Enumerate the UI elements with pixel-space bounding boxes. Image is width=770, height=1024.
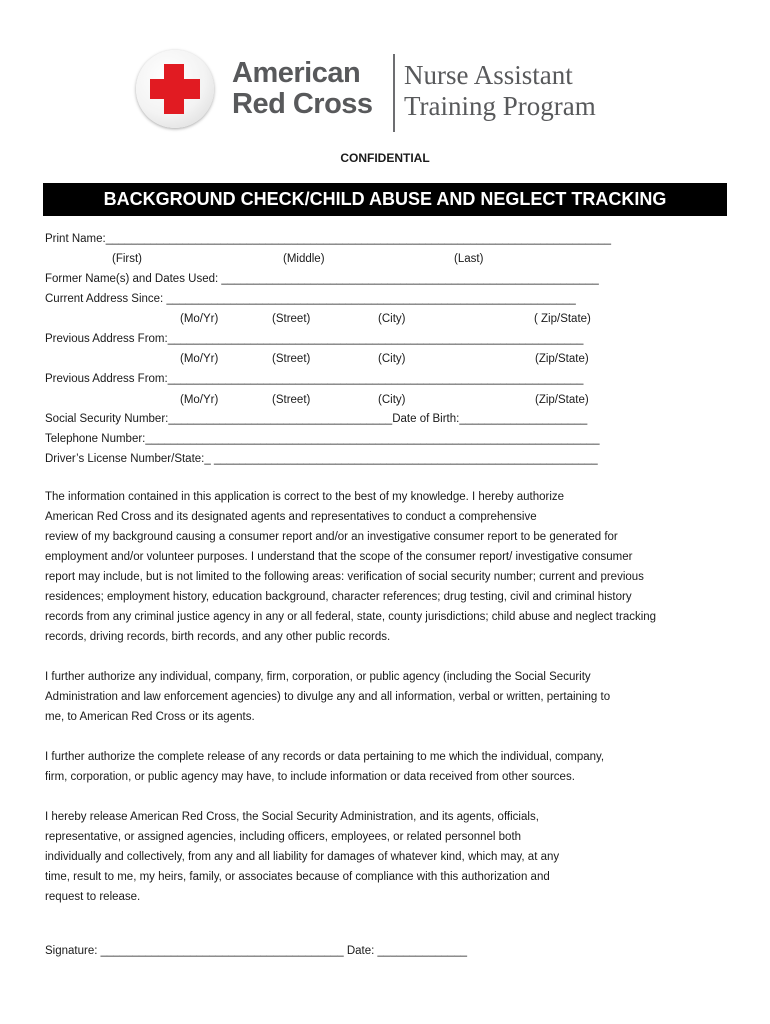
former-names-field[interactable]: Former Name(s) and Dates Used: ___________________________________________________________ xyxy=(45,273,599,285)
paragraph-line: records from any criminal justice agency in any or all federal, state, county jurisdictions; child abuse and neglect tracking xyxy=(45,611,657,623)
city-caption: (City) xyxy=(378,353,406,365)
confidential-label: CONFIDENTIAL xyxy=(340,151,430,165)
org-line-2: Red Cross xyxy=(232,88,373,120)
paragraph-line: I further authorize any individual, company, firm, corporation, or public agency (including the Social Security xyxy=(45,671,591,683)
authorization-paragraph-2 xyxy=(45,667,735,727)
mo-yr-caption: (Mo/Yr) xyxy=(180,353,219,365)
paragraph-line: Administration and law enforcement agencies) to divulge any and all information, verbal or written, pertaining to xyxy=(45,691,611,703)
city-caption: (City) xyxy=(378,313,406,325)
paragraph-line: me, to American Red Cross or its agents. xyxy=(45,711,255,723)
red-cross-logo xyxy=(136,50,616,134)
paragraph-line: representative, or assigned agencies, including officers, employees, or related personnel both xyxy=(45,831,522,843)
paragraph-line: review of my background causing a consumer report and/or an investigative consumer report to be generated for xyxy=(45,531,618,543)
city-caption: (City) xyxy=(378,394,406,406)
authorization-paragraph-3 xyxy=(45,747,735,787)
paragraph-line: report may include, but is not limited to the following areas: verification of social security number; current and previous xyxy=(45,571,644,583)
program-line-2: Training Program xyxy=(404,91,596,121)
signature-date-field[interactable]: Signature: ______________________________________ Date: ______________ xyxy=(45,945,468,957)
drivers-license-field[interactable]: Driver’s License Number/State:_ ____________________________________________________________ xyxy=(45,453,598,465)
street-caption: (Street) xyxy=(272,394,311,406)
telephone-field[interactable]: Telephone Number:_______________________________________________________________________ xyxy=(45,433,600,445)
logo-divider xyxy=(393,54,395,132)
paragraph-line: American Red Cross and its designated agents and representatives to conduct a comprehensive xyxy=(45,511,537,523)
ssn-dob-field[interactable]: Social Security Number:___________________________________Date of Birth:____________________ xyxy=(45,413,588,425)
street-caption: (Street) xyxy=(272,353,311,365)
paragraph-line: The information contained in this application is correct to the best of my knowledge. I hereby authorize xyxy=(45,491,565,503)
paragraph-line: firm, corporation, or public agency may have, to include information or data received from other sources. xyxy=(45,771,575,783)
last-caption: (Last) xyxy=(454,253,484,265)
paragraph-line: time, result to me, my heirs, family, or associates because of compliance with this authorization and xyxy=(45,871,550,883)
previous-address-field-2[interactable]: Previous Address From:_________________________________________________________________ xyxy=(45,373,584,385)
first-caption: (First) xyxy=(112,253,143,265)
paragraph-line: I hereby release American Red Cross, the Social Security Administration, and its agents, officials, xyxy=(45,811,539,823)
paragraph-line: individually and collectively, from any and all liability for damages of whatever kind, which may, at any xyxy=(45,851,560,863)
zip-state-caption: (Zip/State) xyxy=(535,394,589,406)
paragraph-line: request to release. xyxy=(45,891,141,903)
paragraph-line: records, driving records, birth records, and any other public records. xyxy=(45,631,391,643)
red-cross-icon xyxy=(136,50,214,128)
paragraph-line: I further authorize the complete release of any records or data pertaining to me which the individual, company, xyxy=(45,751,605,763)
middle-caption: (Middle) xyxy=(283,253,325,265)
street-caption: (Street) xyxy=(272,313,311,325)
paragraph-line: employment and/or volunteer purposes. I understand that the scope of the consumer report/ investigative consumer xyxy=(45,551,633,563)
mo-yr-caption: (Mo/Yr) xyxy=(180,313,219,325)
organization-name xyxy=(232,58,373,120)
org-line-1: American xyxy=(232,57,361,89)
form-title: BACKGROUND CHECK/CHILD ABUSE AND NEGLECT TRACKING xyxy=(43,183,727,216)
zip-state-caption: (Zip/State) xyxy=(535,353,589,365)
program-name xyxy=(404,60,596,122)
program-line-1: Nurse Assistant xyxy=(404,60,573,90)
release-paragraph xyxy=(45,807,735,907)
print-name-field[interactable]: Print Name:_______________________________________________________________________________ xyxy=(45,233,611,245)
current-address-field[interactable]: Current Address Since: ________________________________________________________________ xyxy=(45,293,576,305)
mo-yr-caption: (Mo/Yr) xyxy=(180,394,219,406)
previous-address-field-1[interactable]: Previous Address From:_________________________________________________________________ xyxy=(45,333,584,345)
zip-state-caption: ( Zip/State) xyxy=(534,313,591,325)
paragraph-line: residences; employment history, education background, character references; drug testing, civil and criminal history xyxy=(45,591,632,603)
authorization-paragraph-1 xyxy=(45,487,735,647)
